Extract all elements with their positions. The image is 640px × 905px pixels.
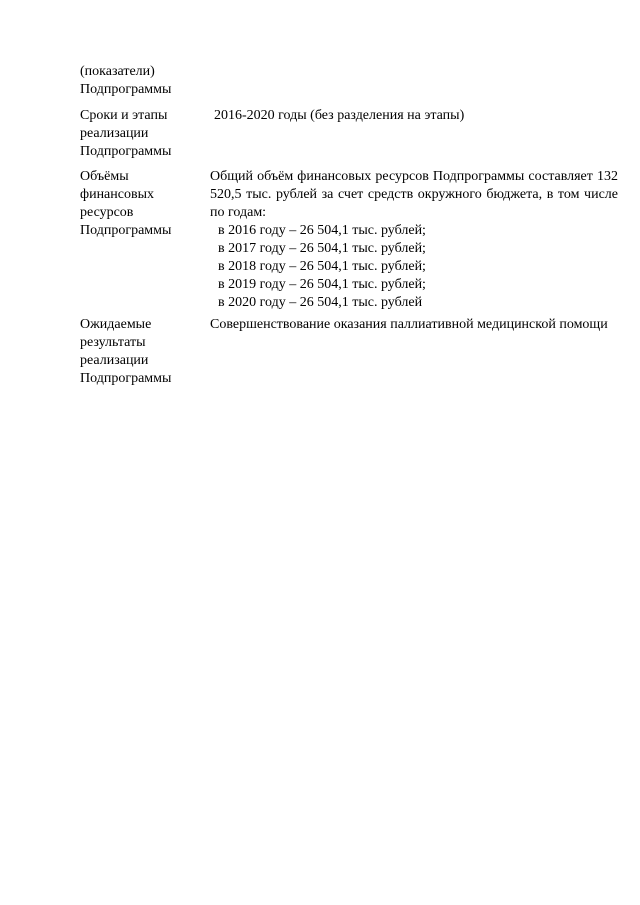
funding-paragraph: Общий объём финансовых ресурсов Подпрограммы составляет 132 520,5 тыс. рублей за счет средств окружного бюджета, в том числе по годам: [210,169,618,220]
row-label-line: Ожидаемые [80,317,152,332]
row-label [80,168,200,240]
row-label-line: Сроки и этапы [80,108,168,123]
row-label-line: реализации [80,126,149,141]
row-label [80,63,200,99]
row-label-line: Подпрограммы [80,223,172,238]
funding-year-line: в 2017 году – 26 504,1 тыс. рублей; [218,241,426,256]
row-value [210,168,618,312]
row-label-line: Подпрограммы [80,371,172,386]
row-label-line: Подпрограммы [80,144,172,159]
row-label-line: Подпрограммы [80,82,172,97]
row-label-line: (показатели) [80,64,155,79]
row-label-line: реализации [80,353,149,368]
row-label [80,107,200,161]
row-value [214,107,618,125]
funding-year-line: в 2020 году – 26 504,1 тыс. рублей [218,295,423,310]
row-label-line: Объёмы [80,169,129,184]
row-label-line: ресурсов [80,205,134,220]
period-text: 2016-2020 годы (без разделения на этапы) [214,108,465,123]
row-label [80,316,200,388]
funding-year-line: в 2018 году – 26 504,1 тыс. рублей; [218,259,426,274]
row-label-line: финансовых [80,187,154,202]
row-value [210,316,618,334]
funding-year-line: в 2016 году – 26 504,1 тыс. рублей; [218,223,426,238]
row-label-line: результаты [80,335,146,350]
expected-results-text: Совершенствование оказания паллиативной медицинской помощи [210,317,608,332]
funding-year-line: в 2019 году – 26 504,1 тыс. рублей; [218,277,426,292]
